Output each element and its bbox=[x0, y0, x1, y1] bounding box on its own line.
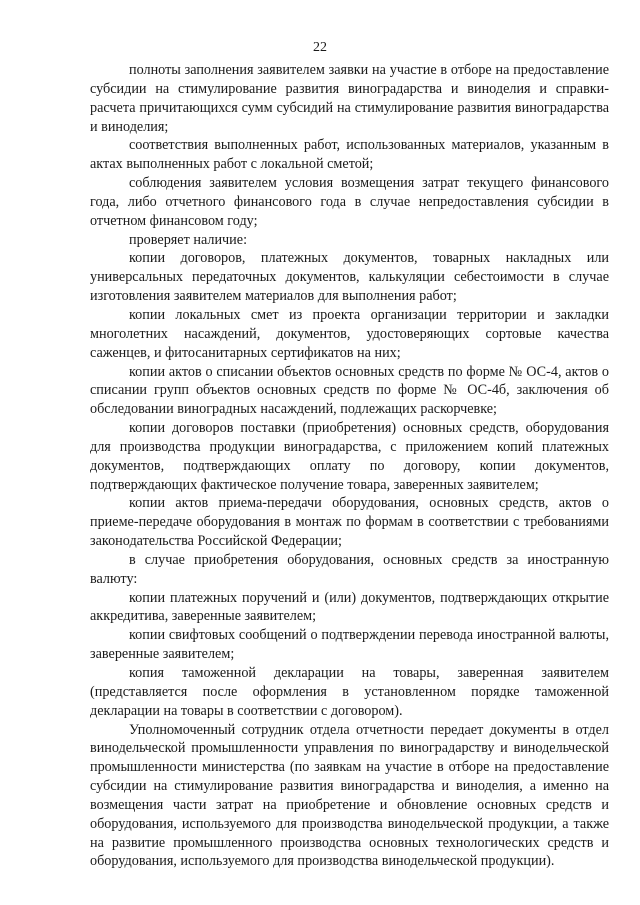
paragraph: полноты заполнения заявителем заявки на участие в отборе на предоставление субсидии на стимулирование развития виноградарства и виноделия и справки-расчета причитающихся сумм субсидий на стимулирование развития виноградарства и виноделия; bbox=[90, 62, 609, 135]
page-number: 22 bbox=[313, 40, 327, 55]
paragraph: Уполномоченный сотрудник отдела отчетности передает документы в отдел винодельческой промышленности управления по виноградарству и винодельческой промышленности министерства (по заявкам на участие в отборе на предоставление субсидии на стимулирование развития виноградарства и виноделия, а именно на возмещения части затрат на приобретение и обновление основных средств и оборудования, используемого для производства винодельческой продукции, а также на развитие промышленного производства основных технологических средств и оборудования, используемого для производства винодельческой продукции). bbox=[90, 721, 609, 870]
paragraph: в случае приобретения оборудования, основных средств за иностранную валюту: bbox=[90, 551, 609, 587]
paragraph: копия таможенной декларации на товары, заверенная заявителем (представляется после оформления в установленном порядке таможенной декларации на товары в соответствии с договором). bbox=[90, 665, 609, 719]
paragraph: копии договоров, платежных документов, товарных накладных или универсальных передаточных документов, калькуляции себестоимости в случае изготовления заявителем материалов для выполнения работ; bbox=[90, 250, 609, 305]
paragraph: копии платежных поручений и (или) документов, подтверждающих открытие аккредитива, заверенные заявителем; bbox=[90, 589, 609, 625]
paragraph: копии договоров поставки (приобретения) основных средств, оборудования для производства продукции виноградарства, с приложением копий платежных документов, подтверждающих оплату по договору, копии документов, подтверждающих фактическое получение товара, заверенных заявителем; bbox=[90, 420, 609, 493]
paragraph: соблюдения заявителем условия возмещения затрат текущего финансового года, либо отчетного финансового года в случае непредоставления субсидии в отчетном финансовом году; bbox=[90, 175, 609, 229]
paragraph: копии актов о списании объектов основных средств по форме № ОС-4, актов о списании групп объектов основных средств по форме № ОС-4б, заключения об обследовании виноградных насаждений, подлежащих раскорчевке; bbox=[90, 363, 609, 418]
paragraph: копии актов приема-передачи оборудования, основных средств, актов о приеме-передаче оборудования в монтаж по формам в соответствии с требованиями законодательства Российской Федерации; bbox=[90, 495, 609, 550]
paragraph: соответствия выполненных работ, использованных материалов, указанным в актах выполненных работ с локальной сметой; bbox=[90, 137, 609, 173]
document-body bbox=[90, 61, 609, 871]
paragraph: копии свифтовых сообщений о подтверждении перевода иностранной валюты, заверенные заявителем; bbox=[90, 627, 609, 663]
paragraph: проверяет наличие: bbox=[129, 231, 248, 248]
paragraph: копии локальных смет из проекта организации территории и закладки многолетних насаждений, документов, удостоверяющих сортовые качества саженцев, и фитосанитарных сертификатов на них; bbox=[90, 306, 609, 361]
